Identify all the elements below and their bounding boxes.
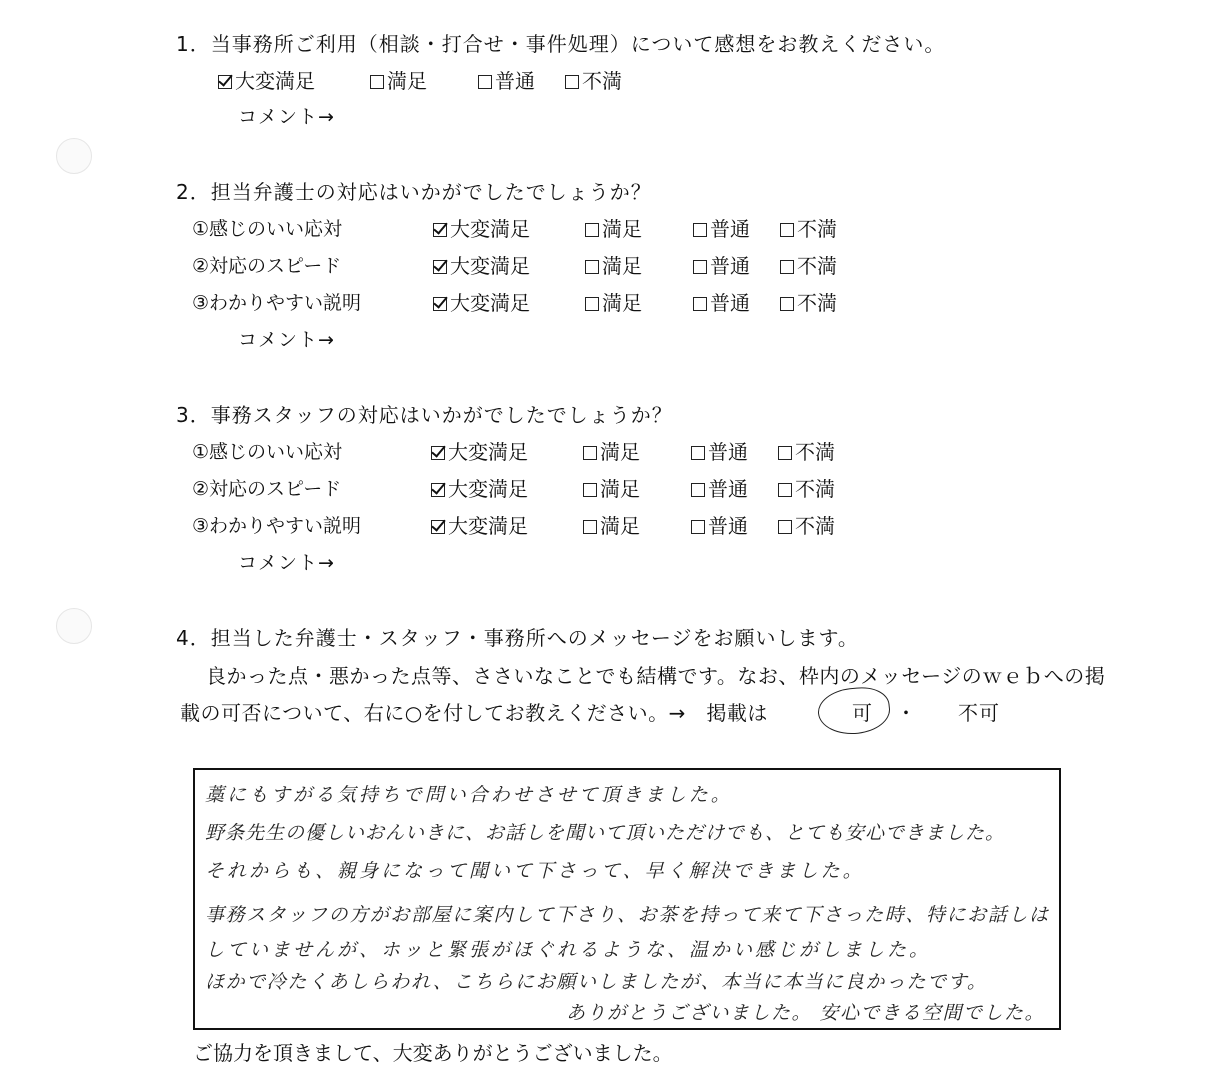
checkbox-icon (478, 75, 492, 89)
q2-r2-dissatisfied[interactable]: 不満 (780, 254, 837, 278)
checkbox-icon (691, 483, 705, 497)
message-line: 事務スタッフの方がお部屋に案内して下さり、お茶を持って来て下さった時、特にお話しは (205, 904, 1050, 926)
message-line: ほかで冷たくあしらわれ、こちらにお願いしましたが、本当に本当に良かったです。 (205, 971, 988, 993)
q2-r3-dissatisfied[interactable]: 不満 (780, 291, 837, 315)
q1-option-normal[interactable]: 普通 (478, 69, 535, 93)
q2-r1-normal[interactable]: 普通 (693, 217, 750, 241)
q3-r2-dissatisfied[interactable]: 不満 (778, 477, 835, 501)
checkbox-icon (780, 223, 794, 237)
q2-r2-normal[interactable]: 普通 (693, 254, 750, 278)
checkbox-icon (585, 223, 599, 237)
q2-row-label: ①感じのいい応対 (192, 218, 343, 240)
q3-r3-normal[interactable]: 普通 (691, 514, 748, 538)
q4-instruction-line1: 良かった点・悪かった点等、ささいなことでも結構です。なお、枠内のメッセージのｗｅｂへの掲 (206, 664, 1106, 688)
checkbox-icon (583, 520, 597, 534)
checkbox-checked-icon (431, 446, 445, 460)
q3-row-label: ③わかりやすい説明 (192, 515, 362, 537)
checkbox-icon (565, 75, 579, 89)
q3-r3-satisfied[interactable]: 満足 (583, 514, 640, 538)
q3-row-label: ②対応のスピード (192, 478, 342, 500)
q2-comment-label: コメント→ (238, 329, 335, 351)
checkbox-checked-icon (431, 520, 445, 534)
q3-r2-satisfied[interactable]: 満足 (583, 477, 640, 501)
q2-r2-very-satisfied[interactable]: 大変満足 (433, 254, 530, 278)
q3-row-label: ①感じのいい応対 (192, 441, 343, 463)
punch-hole-bottom (56, 608, 92, 644)
checkbox-checked-icon (433, 260, 447, 274)
q2-r2-satisfied[interactable]: 満足 (585, 254, 642, 278)
q2-title: 2．担当弁護士の対応はいかがでしたでしょうか？ (176, 180, 652, 204)
publish-separator: ・ (896, 701, 917, 725)
q3-r3-dissatisfied[interactable]: 不満 (778, 514, 835, 538)
q3-r3-very-satisfied[interactable]: 大変満足 (431, 514, 528, 538)
q1-option-dissatisfied[interactable]: 不満 (565, 69, 622, 93)
checkbox-icon (585, 297, 599, 311)
publish-option-yes[interactable]: 可 (852, 701, 873, 725)
checkbox-icon (370, 75, 384, 89)
q3-r1-very-satisfied[interactable]: 大変満足 (431, 440, 528, 464)
message-line: 野条先生の優しいおんいきに、お話しを聞いて頂いただけでも、とても安心できました。 (205, 822, 1006, 844)
q3-r1-satisfied[interactable]: 満足 (583, 440, 640, 464)
checkbox-icon (778, 520, 792, 534)
checkbox-icon (778, 446, 792, 460)
q3-title: 3．事務スタッフの対応はいかがでしたでしょうか？ (176, 403, 673, 427)
checkbox-icon (780, 297, 794, 311)
q3-comment-label: コメント→ (238, 552, 335, 574)
checkbox-icon (778, 483, 792, 497)
checkbox-icon (780, 260, 794, 274)
q2-r3-normal[interactable]: 普通 (693, 291, 750, 315)
q1-option-satisfied[interactable]: 満足 (370, 69, 427, 93)
checkbox-icon (583, 446, 597, 460)
checkbox-icon (693, 223, 707, 237)
checkbox-icon (583, 483, 597, 497)
checkbox-checked-icon (431, 483, 445, 497)
message-line: それからも、親身になって聞いて下さって、早く解決できました。 (205, 860, 865, 882)
q1-title: 1．当事務所ご利用（相談・打合せ・事件処理）について感想をお教えください。 (176, 32, 946, 56)
checkbox-icon (693, 297, 707, 311)
checkbox-icon (585, 260, 599, 274)
checkbox-checked-icon (218, 75, 232, 89)
q2-r3-satisfied[interactable]: 満足 (585, 291, 642, 315)
q2-row-label: ③わかりやすい説明 (192, 292, 362, 314)
q3-r2-normal[interactable]: 普通 (691, 477, 748, 501)
message-line: ありがとうございました。 安心できる空間でした。 (566, 1002, 1046, 1024)
checkbox-icon (691, 520, 705, 534)
q1-comment-label: コメント→ (238, 106, 335, 128)
q2-r1-very-satisfied[interactable]: 大変満足 (433, 217, 530, 241)
checkbox-checked-icon (433, 223, 447, 237)
q2-r3-very-satisfied[interactable]: 大変満足 (433, 291, 530, 315)
q4-title: 4．担当した弁護士・スタッフ・事務所へのメッセージをお願いします。 (176, 626, 859, 650)
message-line: 藁にもすがる気持ちで問い合わせさせて頂きました。 (205, 784, 733, 806)
punch-hole-top (56, 138, 92, 174)
q2-r1-dissatisfied[interactable]: 不満 (780, 217, 837, 241)
checkbox-checked-icon (433, 297, 447, 311)
message-line: していませんが、ホッと緊張がほぐれるような、温かい感じがしました。 (205, 939, 932, 961)
footer-thanks: ご協力を頂きまして、大変ありがとうございました。 (193, 1041, 673, 1065)
checkbox-icon (691, 446, 705, 460)
q4-instruction-line2: 載の可否について、右に○を付してお教えください。→ 掲載は (180, 701, 768, 725)
q2-r1-satisfied[interactable]: 満足 (585, 217, 642, 241)
q1-option-very-satisfied[interactable]: 大変満足 (218, 69, 315, 93)
checkbox-icon (693, 260, 707, 274)
q3-r1-normal[interactable]: 普通 (691, 440, 748, 464)
q3-r1-dissatisfied[interactable]: 不満 (778, 440, 835, 464)
q3-r2-very-satisfied[interactable]: 大変満足 (431, 477, 528, 501)
q2-row-label: ②対応のスピード (192, 255, 342, 277)
publish-option-no[interactable]: 不可 (958, 701, 1000, 725)
